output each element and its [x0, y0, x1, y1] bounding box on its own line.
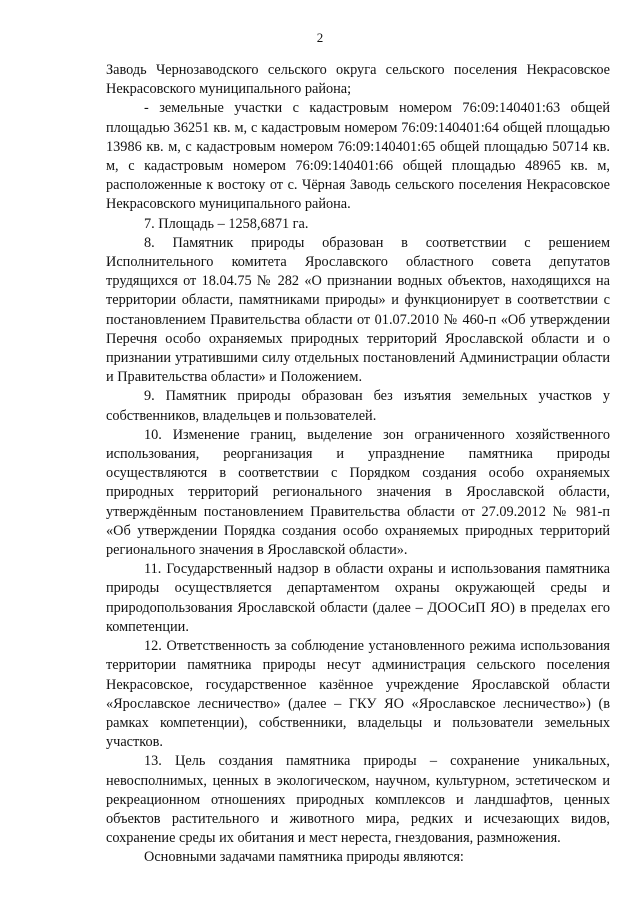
paragraph-13: 13. Цель создания памятника природы – сохранение уникальных, невосполнимых, ценных в экологическом, научном, культурном, эстетическом и рекреационном отношениях природных комплексов и ландшафтов, ценных объектов растительного и животного мира, редких и исчезающих видов, сохранение среды их обитания и мест нереста, гнездования, размножения.	[106, 753, 610, 847]
page-number: 2	[316, 30, 324, 45]
paragraph-8: 8. Памятник природы образован в соответствии с решением Исполнительного комитета Ярославского областного совета депутатов трудящихся от 18.04.75 № 282 «О признании водных объектов, находящихся на территории области, памятниками природы» и функционирует в соответствии с постановлением Правительства области от 01.07.2010 № 460-п «Об утверждении Перечня особо охраняемых природных территорий Ярославской области и о признании утратившими силу отдельных постановлений Администрации области и Правительства области» и Положением.	[106, 234, 610, 386]
paragraph-continuation: Заводь Чернозаводского сельского округа сельского поселения Некрасовское Некрасовского муниципального района;	[106, 62, 610, 98]
paragraph-11: 11. Государственный надзор в области охраны и использования памятника природы осуществляется департаментом охраны окружающей среды и природопользования Ярославской области (далее – ДООСиП ЯО) в пределах его компетенции.	[106, 561, 610, 635]
paragraph-tasks-intro: Основными задачами памятника природы являются:	[144, 849, 464, 866]
document-body	[106, 61, 610, 868]
paragraph-7-area: 7. Площадь – 1258,6871 га.	[144, 215, 309, 232]
paragraph-9: 9. Памятник природы образован без изъятия земельных участков у собственников, владельцев и пользователей.	[106, 388, 610, 424]
paragraph-10: 10. Изменение границ, выделение зон ограниченного хозяйственного использования, реорганизация и упразднение памятника природы осуществляются в соответствии с Порядком создания особо охраняемых природных территорий регионального значения в Ярославской области, утверждённым постановлением Правительства области от 27.09.2012 № 981-п «Об утверждении Порядка создания особо охраняемых природных территорий регионального значения в Ярославской области».	[106, 426, 610, 559]
paragraph-land-plots: - земельные участки с кадастровым номером 76:09:140401:63 общей площадью 36251 кв. м, с кадастровым номером 76:09:140401:64 общей площадью 13986 кв. м, с кадастровым номером 76:09:140401:65 общей площадью 50714 кв. м, с кадастровым номером 76:09:140401:66 общей площадью 48965 кв. м, расположенные к востоку от с. Чёрная Заводь сельского поселения Некрасовское Некрасовского муниципального района.	[106, 100, 610, 213]
paragraph-12: 12. Ответственность за соблюдение установленного режима использования территории памятника природы несут администрация сельского поселения Некрасовское, государственное казённое учреждение Ярославской области «Ярославское лесничество» (далее – ГКУ ЯО «Ярославское лесничество») (в рамках компетенции), собственники, владельцы и пользователи земельных участков.	[106, 638, 610, 751]
